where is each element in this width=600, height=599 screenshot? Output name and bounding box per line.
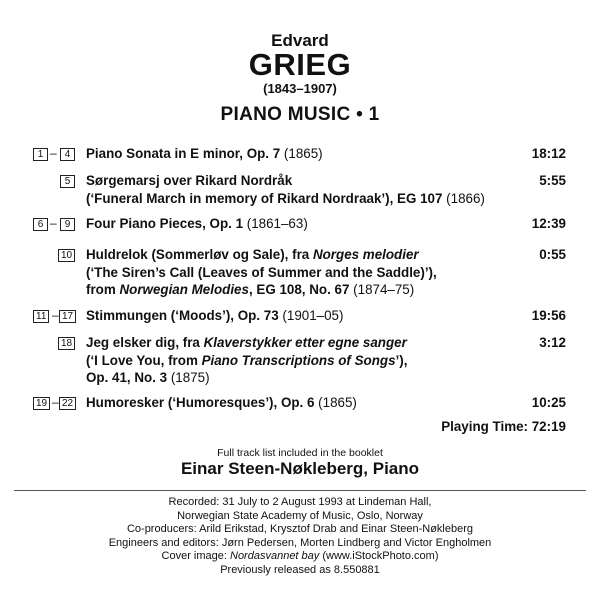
track-start-box: 19 <box>33 397 50 410</box>
track-duration: 5:55 <box>539 173 566 188</box>
track-start-box: 18 <box>58 337 75 350</box>
track-title: Humoresker (‘Humoresques’), Op. 6 (1865) <box>86 395 357 410</box>
track-duration: 10:25 <box>531 395 566 410</box>
track-range-dash: – <box>52 395 59 409</box>
playing-time: Playing Time: 72:19 <box>441 419 566 434</box>
credit-venue: Norwegian State Academy of Music, Oslo, Norway <box>177 509 423 522</box>
track-duration: 3:12 <box>539 335 566 350</box>
credit-recorded: Recorded: 31 July to 2 August 1993 at Lindeman Hall, <box>168 496 432 508</box>
track-title: Four Piano Pieces, Op. 1 (1861–63) <box>86 216 308 231</box>
composer-last-name: GRIEG <box>248 47 352 82</box>
credit-engineers: Engineers and editors: Jørn Pedersen, Morten Lindberg and Victor Engholmen <box>108 536 492 549</box>
track-range-dash: – <box>52 308 59 322</box>
track-title: Piano Sonata in E minor, Op. 7 (1865) <box>86 146 323 161</box>
composer-dates: (1843–1907) <box>263 81 337 96</box>
track-title: Huldrelok (Sommerløv og Sale), fra Norges melodier (‘The Siren’s Call (Leaves of Summer and the Saddle)’), from Norwegian Melodies, EG 108, No. 67 (1874–75) <box>86 247 437 297</box>
credits <box>0 496 600 578</box>
track-end-box: 22 <box>59 397 76 410</box>
track-end-box: 17 <box>59 310 76 323</box>
track-start-box: 6 <box>33 218 48 231</box>
composer-first-name: Edvard <box>271 31 329 50</box>
credit-coproducers: Co-producers: Arild Erikstad, Krysztof Drab and Einar Steen-Nøkleberg <box>126 523 474 536</box>
track-range-dash: – <box>50 216 57 230</box>
track-duration: 19:56 <box>531 308 566 323</box>
track-title: Stimmungen (‘Moods’), Op. 73 (1901–05) <box>86 308 344 323</box>
track-duration: 12:39 <box>531 216 566 231</box>
track-range-dash: – <box>50 146 57 160</box>
track-start-box: 11 <box>33 310 49 323</box>
track-end-box: 4 <box>60 148 75 161</box>
volume-title: PIANO MUSIC • 1 <box>220 104 380 125</box>
track-duration: 0:55 <box>539 247 566 262</box>
track-end-box: 9 <box>60 218 75 231</box>
credit-previous-release: Previously released as 8.550881 <box>220 563 380 576</box>
track-start-box: 1 <box>33 148 48 161</box>
credit-cover-image: Cover image: Nordasvannet bay (www.iStockPhoto.com) <box>161 550 439 563</box>
track-start-box: 5 <box>60 175 75 188</box>
track-title: Sørgemarsj over Rikard Nordråk (‘Funeral March in memory of Rikard Nordraak’), EG 107 (1866) <box>86 173 485 206</box>
track-duration: 18:12 <box>531 146 566 161</box>
track-start-box: 10 <box>58 249 75 262</box>
track-title: Jeg elsker dig, fra Klaverstykker etter egne sanger (‘I Love You, from Piano Transcriptions of Songs’), Op. 41, No. 3 (1875) <box>86 335 408 385</box>
booklet-note: Full track list included in the booklet <box>217 447 383 459</box>
performer: Einar Steen-Nøkleberg, Piano <box>180 459 420 478</box>
divider <box>14 490 586 491</box>
